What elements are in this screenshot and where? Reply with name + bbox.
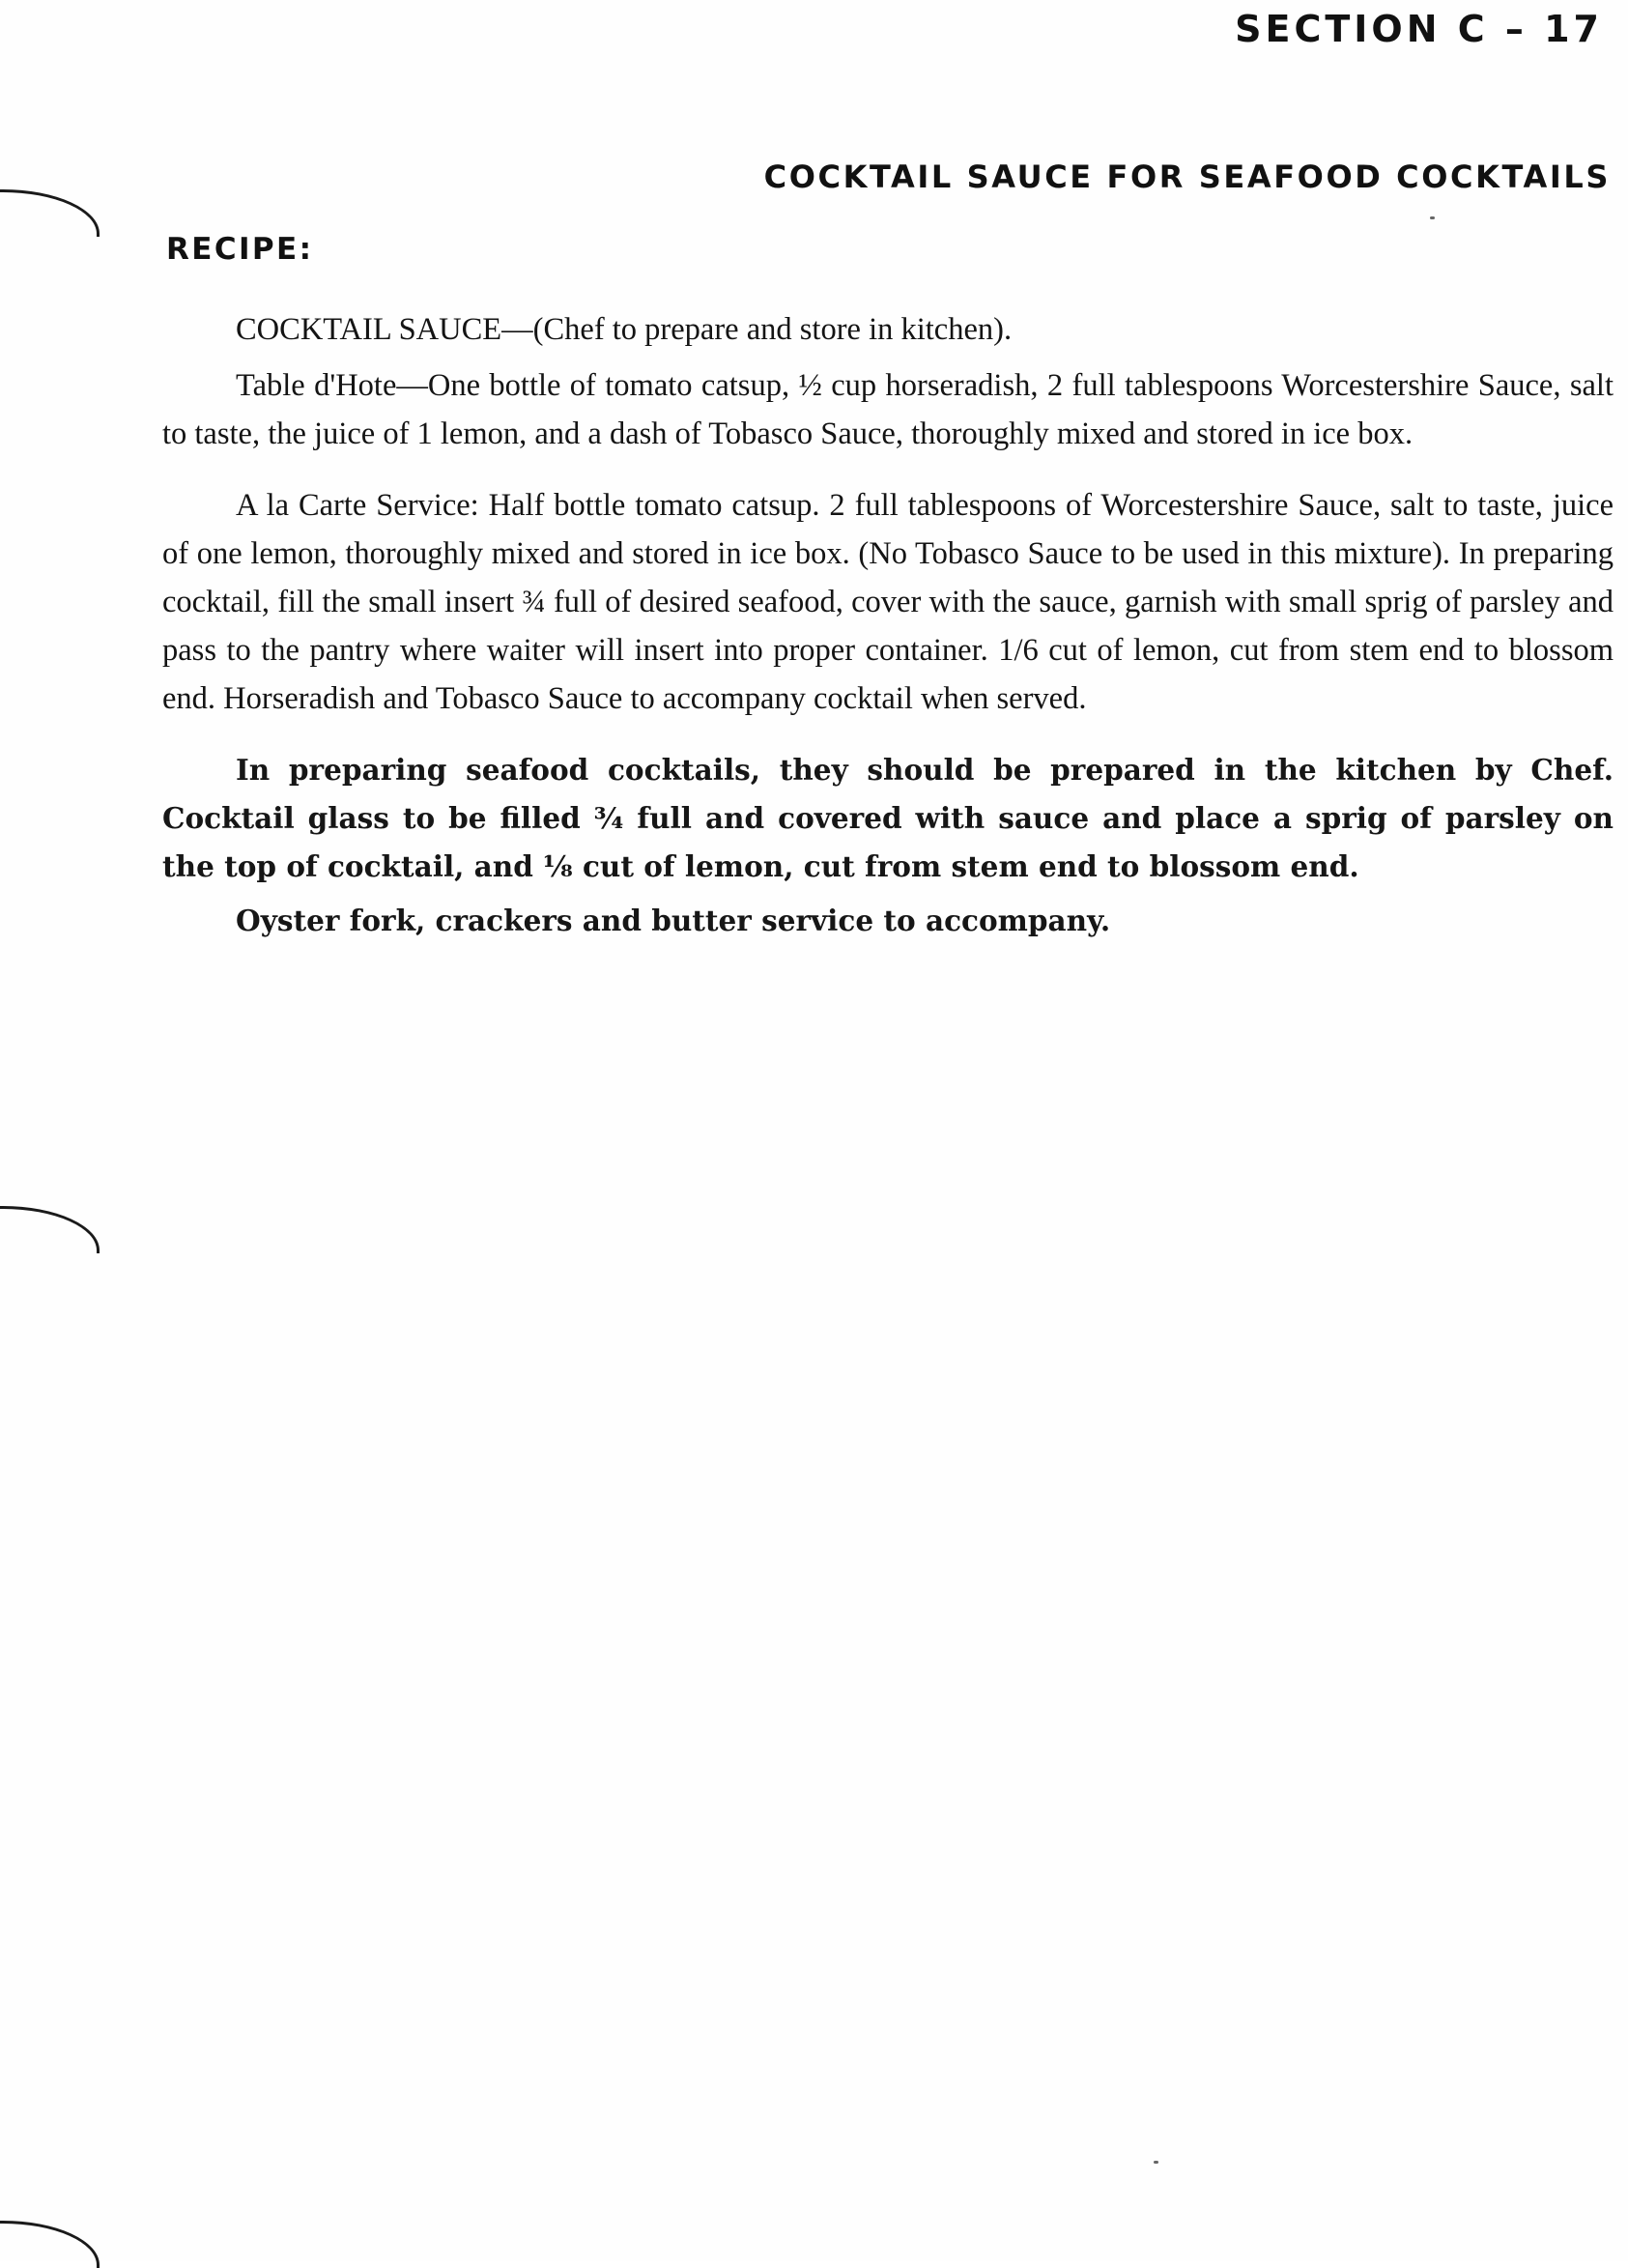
intro-paragraph: COCKTAIL SAUCE—(Chef to prepare and store in kitchen).: [236, 312, 1013, 347]
section-header: SECTION C – 17: [1235, 8, 1603, 50]
binder-hole-middle: [0, 1206, 100, 1253]
recipe-label: RECIPE:: [166, 232, 314, 267]
a-la-carte-paragraph: A la Carte Service: Half bottle tomato catsup. 2 full tablespoons of Worcestershire Sauce, salt to taste, juice of one lemon, thoroughly mixed and stored in ice box. (No Tobasco Sauce to be used in this mixture). In preparing cocktail, fill the small insert ¾ full of desired seafood, cover with the sauce, garnish with small sprig of parsley and pass to the pantry where waiter will insert into proper container. 1/6 cut of lemon, cut from stem end to blossom end. Horseradish and Tobasco Sauce to accompany cocktail when served.: [162, 488, 1614, 716]
scan-speck: [1154, 2161, 1158, 2164]
scan-speck: [1430, 216, 1435, 219]
table-dhote-paragraph: Table d'Hote—One bottle of tomato catsup, ½ cup horseradish, 2 full tablespoons Worcestershire Sauce, salt to taste, the juice of 1 lemon, and a dash of Tobasco Sauce, thoroughly mixed and stored in ice box.: [162, 368, 1614, 451]
service-paragraph: Oyster fork, crackers and butter service to accompany.: [236, 904, 1111, 937]
recipe-title: COCKTAIL SAUCE FOR SEAFOOD COCKTAILS: [763, 158, 1611, 195]
binder-hole-top: [0, 189, 100, 237]
preparing-paragraph: In preparing seafood cocktails, they should be prepared in the kitchen by Chef. Cocktail glass to be filled ¾ full and covered with sauce and place a sprig of parsley on the top of cocktail, and ⅛ cut of lemon, cut from stem end to blossom end.: [162, 753, 1614, 883]
recipe-body: [162, 305, 1614, 945]
